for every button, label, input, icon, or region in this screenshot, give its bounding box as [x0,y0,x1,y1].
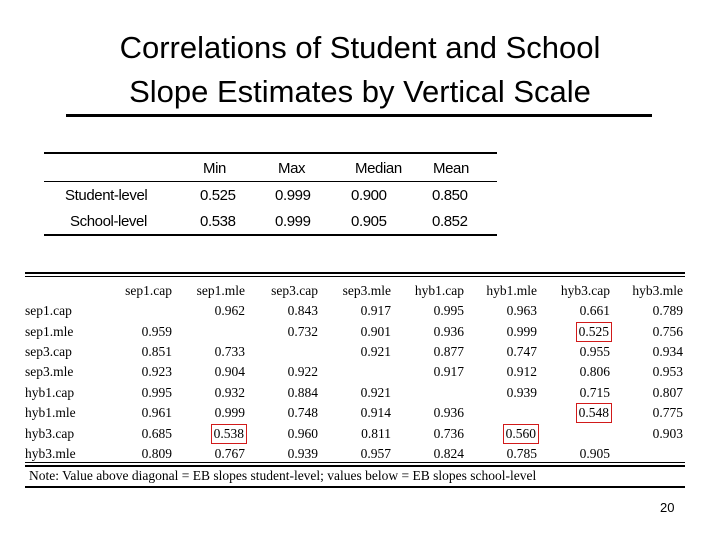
matrix-cell [99,423,172,443]
summary-bottom-rule [44,234,497,236]
matrix-cell [245,321,318,341]
matrix-cell [464,362,537,382]
summary-header-cell [44,154,199,182]
matrix-col-header: sep3.cap [271,283,318,298]
matrix-cell [318,423,391,443]
matrix-cell [391,444,464,464]
matrix-cell [537,301,610,321]
matrix-corner [25,281,99,301]
matrix-cell [610,444,683,464]
matrix-cell-value: 0.936 [433,323,464,339]
matrix-cell [537,444,610,464]
matrix-cell-value: 0.775 [652,405,683,421]
summary-row [44,182,497,208]
matrix-cell [172,362,245,382]
matrix-row-label: sep3.mle [25,364,74,380]
matrix-cell [537,383,610,403]
matrix-cell-value: 0.995 [433,303,464,319]
matrix-cell-value: 0.785 [506,445,537,461]
matrix-cell [172,403,245,423]
matrix-row [25,383,683,403]
title-underline [66,114,652,117]
matrix-row [25,301,683,321]
matrix-row-label: hyb1.mle [25,405,76,421]
summary-header-cell: Max [278,159,306,177]
matrix-cell-value: 0.960 [287,425,318,441]
matrix-cell-value: 0.525 [578,323,609,339]
summary-cell: 0.538 [200,212,236,230]
matrix-cell-value: 0.921 [360,343,391,359]
matrix-cell-value: 0.843 [287,303,318,319]
matrix-top-rule [25,272,685,274]
matrix-cell [391,423,464,443]
slide-title [0,26,720,114]
matrix-cell-value: 0.939 [506,384,537,400]
matrix-row-label: hyb1.cap [25,384,75,400]
matrix-cell [391,301,464,321]
matrix-cell-value: 0.932 [214,384,245,400]
matrix-cell [318,444,391,464]
matrix-cell-value: 0.715 [579,384,610,400]
matrix-cell [99,342,172,362]
matrix-col-header: hyb1.cap [414,283,464,298]
summary-cell: 0.999 [275,212,311,230]
matrix-cell-value: 0.747 [506,343,537,359]
matrix-bottom-rule [25,486,685,488]
matrix-cell [172,444,245,464]
matrix-col-header: hyb3.mle [632,283,683,298]
correlation-matrix [25,272,685,488]
matrix-cell-value: 0.957 [360,445,391,461]
slide-title-line1: Correlations of Student and School [119,30,601,65]
matrix-col-header: sep1.cap [125,283,172,298]
matrix-cell-value: 0.905 [579,445,610,461]
matrix-cell [99,362,172,382]
summary-header-row [44,154,497,182]
matrix-cell-value: 0.807 [652,384,683,400]
matrix-cell-value: 0.851 [141,343,172,359]
matrix-cell [610,342,683,362]
matrix-row [25,403,683,423]
matrix-col-header: hyb3.cap [560,283,610,298]
matrix-cell-value: 0.756 [652,323,683,339]
summary-header-cell: Min [203,159,226,177]
matrix-cell [245,403,318,423]
matrix-cell-value: 0.999 [214,405,245,421]
matrix-cell [172,301,245,321]
matrix-cell-value: 0.953 [652,364,683,380]
matrix-cell-value: 0.548 [578,405,609,421]
matrix-cell-value: 0.877 [433,343,464,359]
matrix-cell [537,321,610,341]
matrix-cell-value: 0.904 [214,364,245,380]
summary-row-label: Student-level [65,186,148,204]
matrix-row [25,362,683,382]
summary-header-cell: Median [355,159,402,177]
summary-row [44,208,497,234]
matrix-cell [537,403,610,423]
matrix-cell-value: 0.903 [652,425,683,441]
matrix-cell [610,362,683,382]
matrix-cell [537,362,610,382]
matrix-cell [391,362,464,382]
matrix-cell-value: 0.962 [214,303,245,319]
matrix-cell [99,383,172,403]
matrix-cell [245,301,318,321]
slide-title-line2: Slope Estimates by Vertical Scale [129,74,591,109]
matrix-row [25,444,683,464]
matrix-cell-value: 0.538 [213,425,244,441]
matrix-cell-value: 0.901 [360,323,391,339]
page-number: 20 [660,500,675,515]
matrix-row [25,423,683,443]
matrix-cell-value: 0.936 [433,405,464,421]
matrix-cell [464,383,537,403]
summary-header-cell: Mean [433,159,469,177]
matrix-body-rule-thick [25,465,685,467]
matrix-cell-value: 0.955 [579,343,610,359]
summary-cell: 0.999 [275,186,311,204]
matrix-col-header: hyb1.mle [486,283,537,298]
matrix-cell [245,342,318,362]
matrix-cell-value: 0.917 [360,303,391,319]
matrix-cell [172,423,245,443]
matrix-cell [464,342,537,362]
matrix-cell [391,383,464,403]
matrix-cell [318,342,391,362]
matrix-cell-value: 0.884 [287,384,318,400]
matrix-cell-value: 0.748 [287,405,318,421]
matrix-cell [537,423,610,443]
matrix-row-label: hyb3.mle [25,445,76,461]
summary-cell: 0.852 [432,212,468,230]
matrix-cell [318,383,391,403]
summary-cell: 0.850 [432,186,468,204]
matrix-cell [99,301,172,321]
matrix-cell-value: 0.917 [433,364,464,380]
matrix-cell [245,423,318,443]
matrix-cell [245,383,318,403]
matrix-cell-value: 0.963 [506,303,537,319]
matrix-cell [464,403,537,423]
matrix-cell [318,362,391,382]
matrix-cell-value: 0.939 [287,445,318,461]
matrix-cell-value: 0.736 [433,425,464,441]
matrix-row [25,342,683,362]
matrix-row-label: sep1.cap [25,303,72,319]
matrix-cell [391,403,464,423]
matrix-cell [172,321,245,341]
matrix-cell-value: 0.934 [652,343,683,359]
matrix-cell [464,423,537,443]
summary-row-label: School-level [70,212,147,230]
matrix-cell-value: 0.961 [141,405,172,421]
matrix-cell [391,321,464,341]
matrix-cell-value: 0.560 [505,425,536,441]
matrix-cell-value: 0.999 [506,323,537,339]
matrix-row-label: sep1.mle [25,323,74,339]
summary-cell: 0.905 [351,212,387,230]
matrix-cell-value: 0.767 [214,445,245,461]
matrix-cell-value: 0.685 [141,425,172,441]
matrix-top-rule-inner [25,276,685,277]
matrix-cell [172,342,245,362]
matrix-col-header: sep1.mle [196,283,245,298]
matrix-cell-value: 0.811 [361,425,391,441]
matrix-cell [610,321,683,341]
matrix-cell [245,444,318,464]
matrix-cell-value: 0.806 [579,364,610,380]
matrix-cell-value: 0.661 [579,303,610,319]
matrix-cell [610,383,683,403]
matrix-cell [537,342,610,362]
matrix-cell [318,321,391,341]
matrix-cell [391,342,464,362]
matrix-cell-value: 0.733 [214,343,245,359]
matrix-cell [610,301,683,321]
matrix-cell-value: 0.824 [433,445,464,461]
matrix-cell-value: 0.912 [506,364,537,380]
matrix-cell [318,403,391,423]
matrix-cell [610,423,683,443]
matrix-row-label: sep3.cap [25,343,72,359]
matrix-cell-value: 0.732 [287,323,318,339]
matrix-cell [318,301,391,321]
summary-cell: 0.900 [351,186,387,204]
matrix-cell [610,403,683,423]
matrix-row [25,321,683,341]
matrix-header-row [25,281,683,301]
matrix-note: Note: Value above diagonal = EB slopes student-level; values below = EB slopes school-level [29,468,537,483]
matrix-cell-value: 0.995 [141,384,172,400]
matrix-cell-value: 0.922 [287,364,318,380]
matrix-cell [245,362,318,382]
matrix-cell [464,321,537,341]
matrix-cell [464,444,537,464]
matrix-cell-value: 0.959 [141,323,172,339]
matrix-cell-value: 0.923 [141,364,172,380]
matrix-cell [464,301,537,321]
matrix-cell [99,321,172,341]
matrix-cell-value: 0.914 [360,405,391,421]
matrix-cell-value: 0.809 [141,445,172,461]
matrix-cell [99,403,172,423]
matrix-cell [99,444,172,464]
summary-cell: 0.525 [200,186,236,204]
matrix-row-label: hyb3.cap [25,425,75,441]
matrix-col-header: sep3.mle [342,283,391,298]
matrix-cell-value: 0.789 [652,303,683,319]
matrix-cell [172,383,245,403]
matrix-cell-value: 0.921 [360,384,391,400]
